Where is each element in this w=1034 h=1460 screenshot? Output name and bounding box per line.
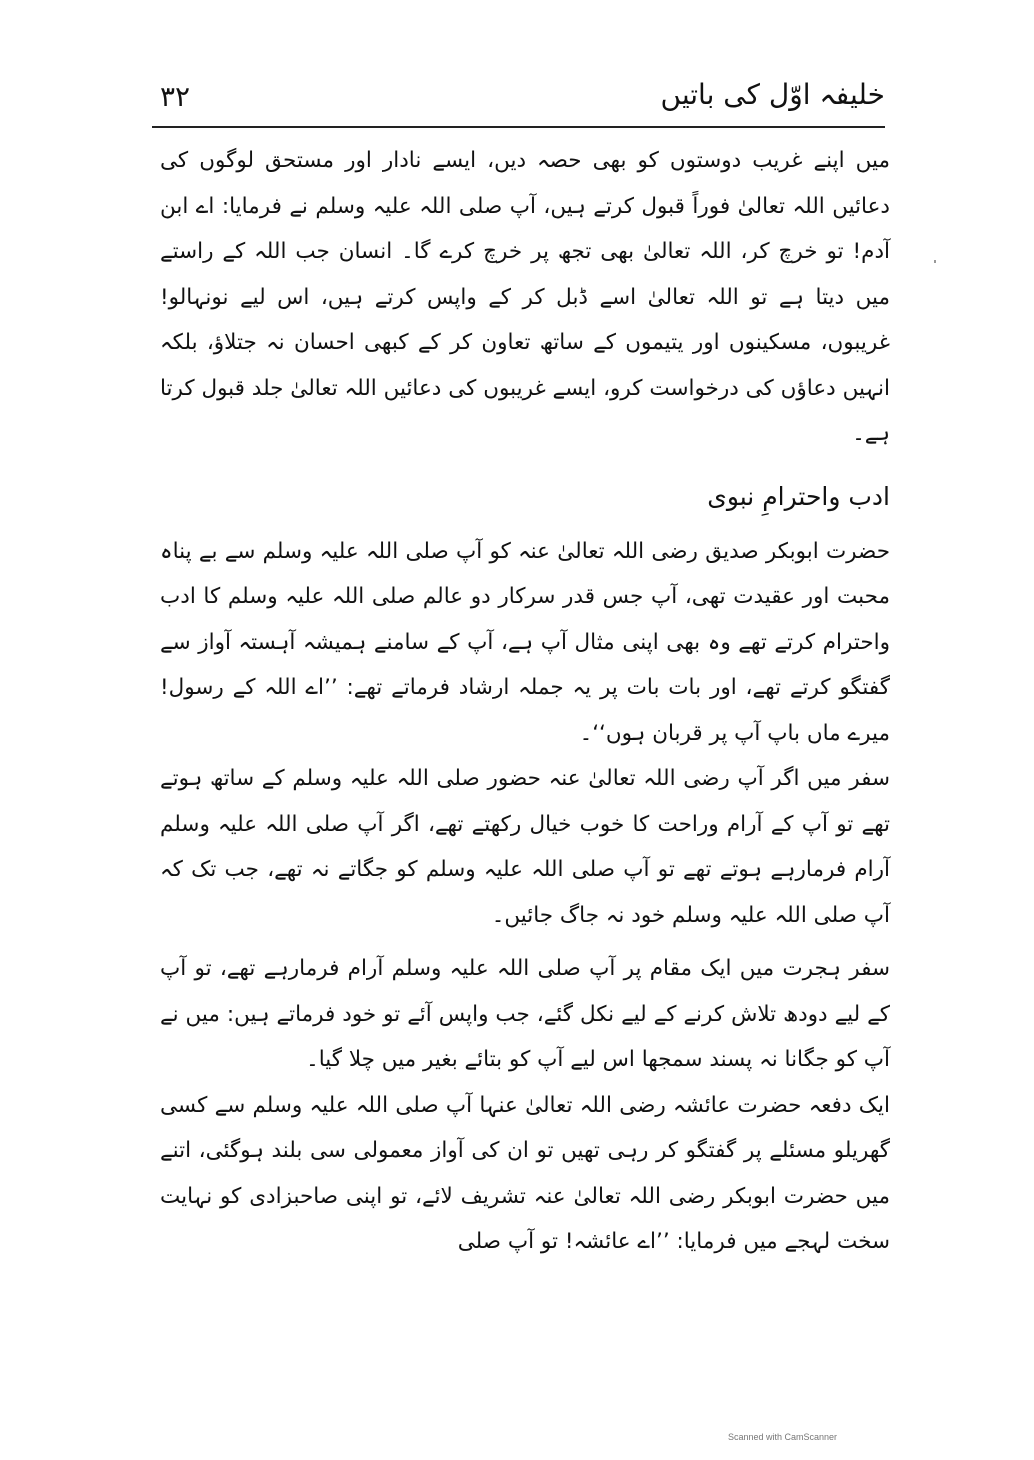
book-title: خلیفہ اوّل کی باتیں — [660, 78, 885, 111]
paragraph-hijrah: سفر ہجرت میں ایک مقام پر آپ صلی اللہ علیہ وسلم آرام فرمارہے تھے، تو آپ کے لیے دودھ تلاش کرنے کے لیے نکل گئے، جب واپس آئے تو خود فرماتے ہیں: میں نے آپ کو جگانا نہ پسند سمجھا اس لیے آپ کو بتائے بغیر میں چلا گیا۔ — [160, 956, 890, 1072]
page-number: ۳۲ — [160, 80, 191, 113]
paragraph-devotion: حضرت ابوبکر صدیق رضی اللہ تعالیٰ عنہ کو آپ صلی اللہ علیہ وسلم سے بے پناہ محبت اور عقیدت تھی، آپ جس قدر سرکار دو عالم صلی اللہ علیہ وسلم کا ادب واحترام کرتے تھے وہ بھی اپنی مثال آپ ہے، آپ کے سامنے ہمیشہ آہستہ آواز سے گفتگو کرتے تھے، اور بات بات پر یہ جملہ ارشاد فرماتے تھے: ’’اے اللہ کے رسول! میرے ماں باپ آپ پر قربان ہوں‘‘۔ — [160, 538, 890, 746]
paragraph-aisha: ایک دفعہ حضرت عائشہ رضی اللہ تعالیٰ عنہا آپ صلی اللہ علیہ وسلم سے کسی گھریلو مسئلے پر گفتگو کر رہی تھیں تو ان کی آواز معمولی سی بلند ہوگئی، اتنے میں حضرت ابوبکر رضی اللہ تعالیٰ عنہ تشریف لائے، تو اپنی صاحبزادی کو نہایت سخت لہجے میں فرمایا: ’’اے عائشہ! تو آپ صلی — [160, 1092, 890, 1254]
page-content — [160, 138, 890, 1265]
paragraph-travel: سفر میں اگر آپ رضی اللہ تعالیٰ عنہ حضور صلی اللہ علیہ وسلم کے ساتھ ہوتے تھے تو آپ کے آرام وراحت کا خوب خیال رکھتے تھے، اگر آپ صلی اللہ علیہ وسلم آرام فرمارہے ہوتے تھے تو آپ صلی اللہ علیہ وسلم کو جگاتے نہ تھے، جب تک کہ آپ صلی اللہ علیہ وسلم خود نہ جاگ جائیں۔ — [160, 766, 890, 928]
scanner-watermark: Scanned with CamScanner — [728, 1432, 838, 1442]
section-heading: ادب واحترامِ نبوی — [707, 481, 890, 511]
page-header — [152, 78, 885, 128]
paragraph-charity: میں اپنے غریب دوستوں کو بھی حصہ دیں، ایسے نادار اور مستحق لوگوں کی دعائیں اللہ تعالیٰ فوراً قبول کرتے ہیں، آپ صلی اللہ علیہ وسلم نے فرمایا: اے ابن آدم! تو خرچ کر، اللہ تعالیٰ بھی تجھ پر خرچ کرے گا۔ انسان جب اللہ کے راستے میں دیتا ہے تو اللہ تعالیٰ اسے ڈبل کر کے واپس کرتے ہیں، اس لیے نونہالو! غریبوں، مسکینوں اور یتیموں کے ساتھ تعاون کر کے کبھی احسان نہ جتلاؤ، بلکہ انہیں دعاؤں کی درخواست کرو، ایسے غریبوں کی دعائیں اللہ تعالیٰ جلد قبول کرتا ہے۔ — [159, 148, 890, 446]
scan-speck — [934, 260, 936, 263]
